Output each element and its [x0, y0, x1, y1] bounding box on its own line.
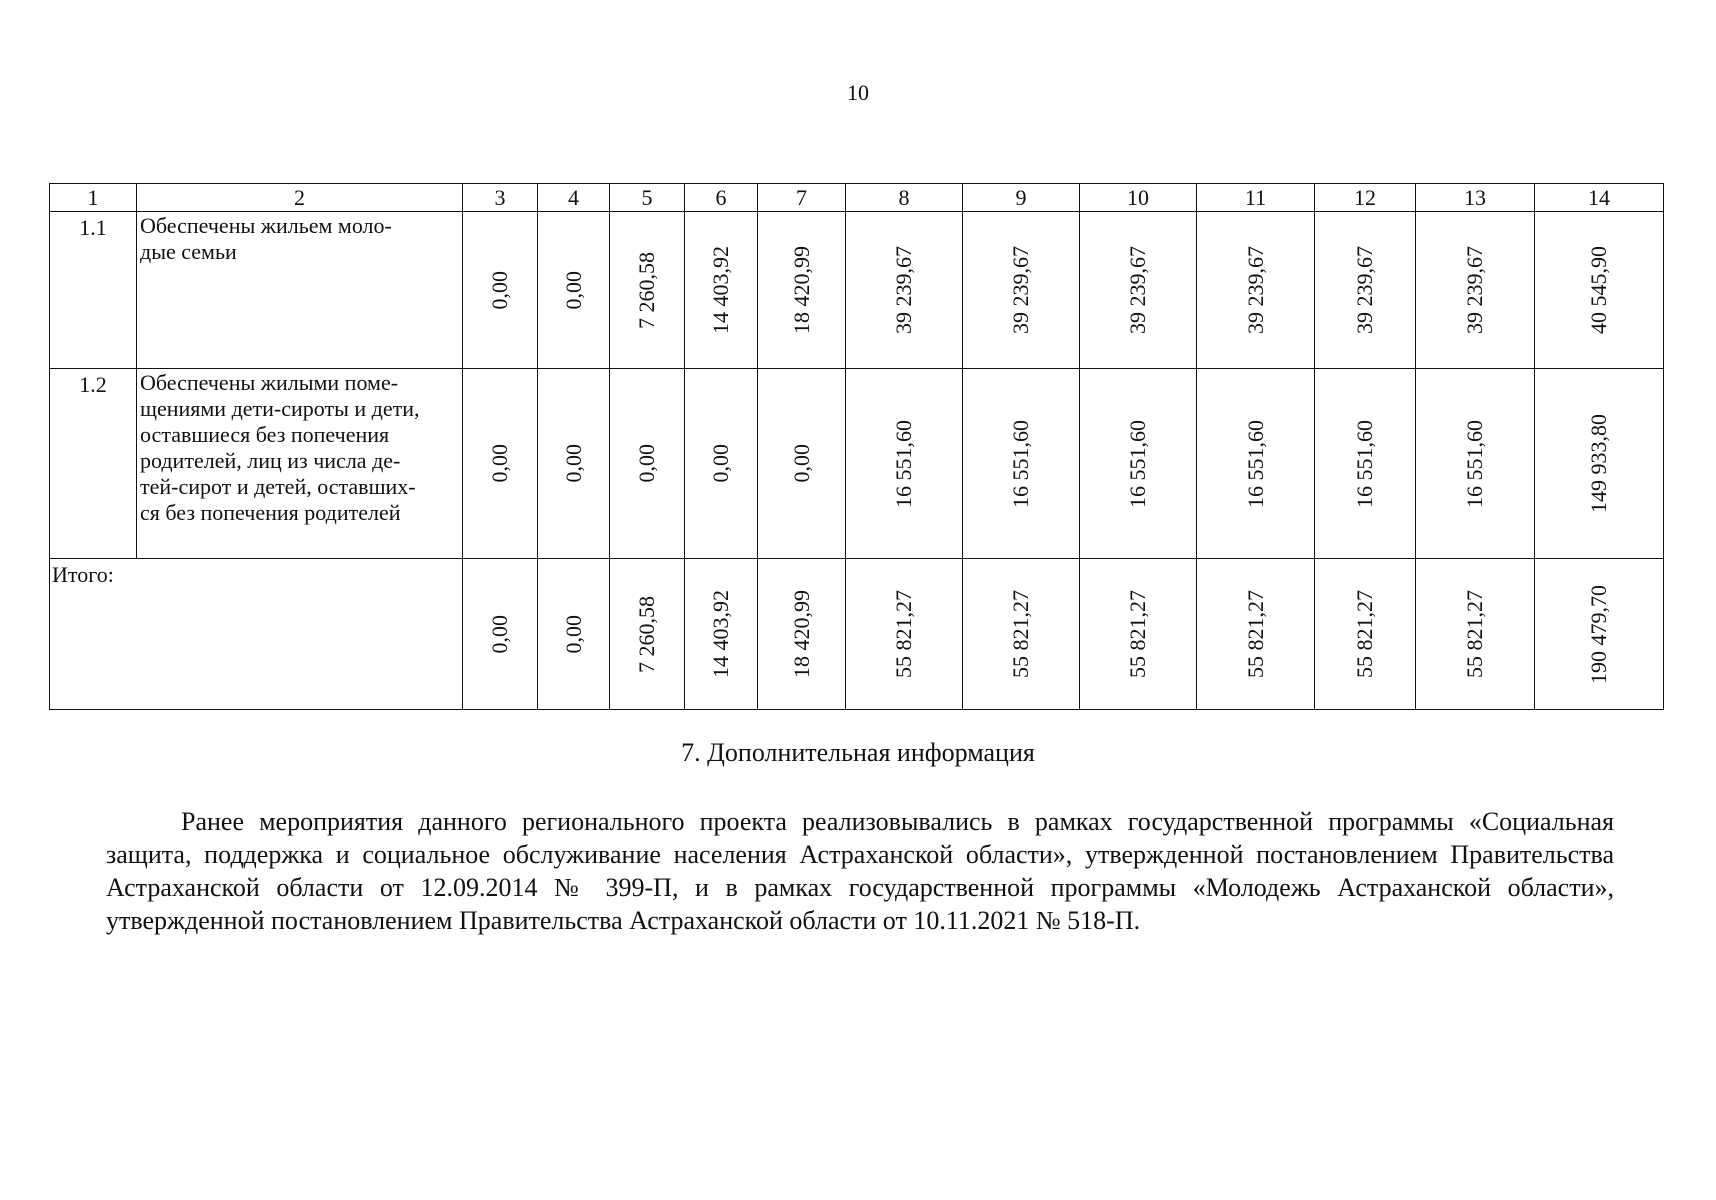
- column-header: 10: [1080, 184, 1197, 212]
- row-id: 1.1: [50, 212, 137, 369]
- value-text: 40 545,90: [1586, 246, 1611, 334]
- row-name-line: Обеспечены жилыми поме-: [140, 370, 399, 395]
- column-header: 14: [1535, 184, 1664, 212]
- value-text: 18 420,99: [788, 590, 814, 678]
- value-cell: [1315, 369, 1416, 559]
- column-header: 6: [685, 184, 758, 212]
- page-number: 10: [847, 80, 869, 105]
- value-cell: [1315, 559, 1416, 710]
- value-text: 149 933,80: [1586, 414, 1611, 513]
- value-text: 39 239,67: [1242, 246, 1268, 334]
- column-header: 3: [463, 184, 538, 212]
- column-header: 13: [1416, 184, 1535, 212]
- value-cell: [1080, 559, 1197, 710]
- row-name-line: дые семьи: [140, 239, 237, 264]
- section-title: 7. Дополнительная информация: [681, 738, 1035, 767]
- table-row: [50, 212, 1664, 369]
- value-cell: [963, 212, 1080, 369]
- value-cell: [1535, 369, 1664, 559]
- value-cell: [963, 559, 1080, 710]
- row-name-line: щениями дети-сироты и дети,: [140, 396, 420, 421]
- value-cell: [463, 559, 538, 710]
- value-text: 16 551,60: [1352, 419, 1377, 508]
- value-text: 0,00: [634, 444, 659, 483]
- value-text: 0,00: [560, 270, 586, 310]
- value-cell: [1080, 212, 1197, 369]
- value-text: 0,00: [708, 444, 733, 483]
- value-text: 14 403,92: [708, 246, 733, 334]
- total-label: Итого:: [50, 559, 463, 710]
- value-cell: [538, 212, 610, 369]
- value-text: 7 260,58: [634, 595, 659, 673]
- value-text: 0,00: [487, 270, 512, 310]
- value-text: 7 260,58: [634, 251, 659, 329]
- value-cell: [1535, 212, 1664, 369]
- column-header: 4: [538, 184, 610, 212]
- column-header: 12: [1315, 184, 1416, 212]
- body-paragraph: Ранее мероприятия данного регионального проекта реализовывались в рамках государственной программы «Социальная защита, поддержка и социальное обслуживание населения Астраханской области», утвержденной постановлением Правительства Астраханской области от 12.09.2014 № 399-П, и в рамках государственной программы «Молодежь Астраханской области», утвержденной постановлением Правительства Астраханской области от 10.11.2021 № 518-П.: [106, 807, 1614, 935]
- row-name-line: родителей, лиц из числа де-: [140, 448, 401, 473]
- value-text: 39 239,67: [891, 246, 916, 334]
- value-cell: [463, 212, 538, 369]
- column-header: 7: [758, 184, 846, 212]
- value-text: 0,00: [487, 614, 512, 654]
- column-header: 9: [963, 184, 1080, 212]
- value-text: 16 551,60: [1242, 419, 1268, 508]
- value-text: 16 551,60: [1125, 419, 1150, 508]
- value-cell: [846, 212, 963, 369]
- column-header: 2: [137, 184, 463, 212]
- value-cell: [1315, 212, 1416, 369]
- value-cell: [1197, 369, 1315, 559]
- value-text: 16 551,60: [1462, 419, 1487, 508]
- value-cell: [1416, 369, 1535, 559]
- value-text: 14 403,92: [708, 590, 733, 678]
- value-cell: [685, 212, 758, 369]
- column-header: 1: [50, 184, 137, 212]
- table-header-row: [50, 184, 1664, 212]
- value-cell: [963, 369, 1080, 559]
- row-name-line: оставшиеся без попечения: [140, 422, 390, 447]
- value-cell: [758, 212, 846, 369]
- value-cell: [610, 212, 685, 369]
- value-text: 55 821,27: [1008, 590, 1033, 678]
- value-text: 55 821,27: [1242, 590, 1268, 678]
- row-name-line: тей-сирот и детей, оставших-: [140, 474, 416, 499]
- value-cell: [538, 559, 610, 710]
- value-text: 0,00: [788, 444, 814, 483]
- row-name: [137, 212, 463, 369]
- value-text: 39 239,67: [1125, 246, 1150, 334]
- value-cell: [1416, 559, 1535, 710]
- value-text: 39 239,67: [1352, 246, 1377, 334]
- row-id: 1.2: [50, 369, 137, 559]
- value-text: 55 821,27: [891, 590, 916, 678]
- value-cell: [610, 369, 685, 559]
- value-text: 55 821,27: [1352, 590, 1377, 678]
- value-cell: [758, 559, 846, 710]
- value-text: 55 821,27: [1462, 590, 1487, 678]
- table-row: [50, 369, 1664, 559]
- column-header: 5: [610, 184, 685, 212]
- value-text: 0,00: [560, 444, 586, 483]
- total-row: [50, 559, 1664, 710]
- value-text: 190 479,70: [1586, 584, 1611, 684]
- column-header: 8: [846, 184, 963, 212]
- value-text: 55 821,27: [1125, 590, 1150, 678]
- value-cell: [685, 559, 758, 710]
- value-cell: [685, 369, 758, 559]
- row-name: [137, 369, 463, 559]
- value-cell: [610, 559, 685, 710]
- value-text: 0,00: [487, 444, 512, 483]
- value-text: 0,00: [560, 614, 586, 654]
- value-cell: [1080, 369, 1197, 559]
- value-text: 18 420,99: [788, 246, 814, 334]
- data-table: [49, 183, 1664, 710]
- value-cell: [758, 369, 846, 559]
- value-cell: [1535, 559, 1664, 710]
- column-header: 11: [1197, 184, 1315, 212]
- row-name-line: ся без попечения родителей: [140, 500, 401, 525]
- value-cell: [1197, 559, 1315, 710]
- value-cell: [463, 369, 538, 559]
- row-name-line: Обеспечены жильем моло-: [140, 213, 392, 238]
- value-text: 39 239,67: [1462, 246, 1487, 334]
- value-cell: [538, 369, 610, 559]
- value-text: 16 551,60: [1008, 419, 1033, 508]
- value-text: 39 239,67: [1008, 246, 1033, 334]
- value-cell: [846, 559, 963, 710]
- value-cell: [1197, 212, 1315, 369]
- value-text: 16 551,60: [891, 419, 916, 508]
- value-cell: [1416, 212, 1535, 369]
- value-cell: [846, 369, 963, 559]
